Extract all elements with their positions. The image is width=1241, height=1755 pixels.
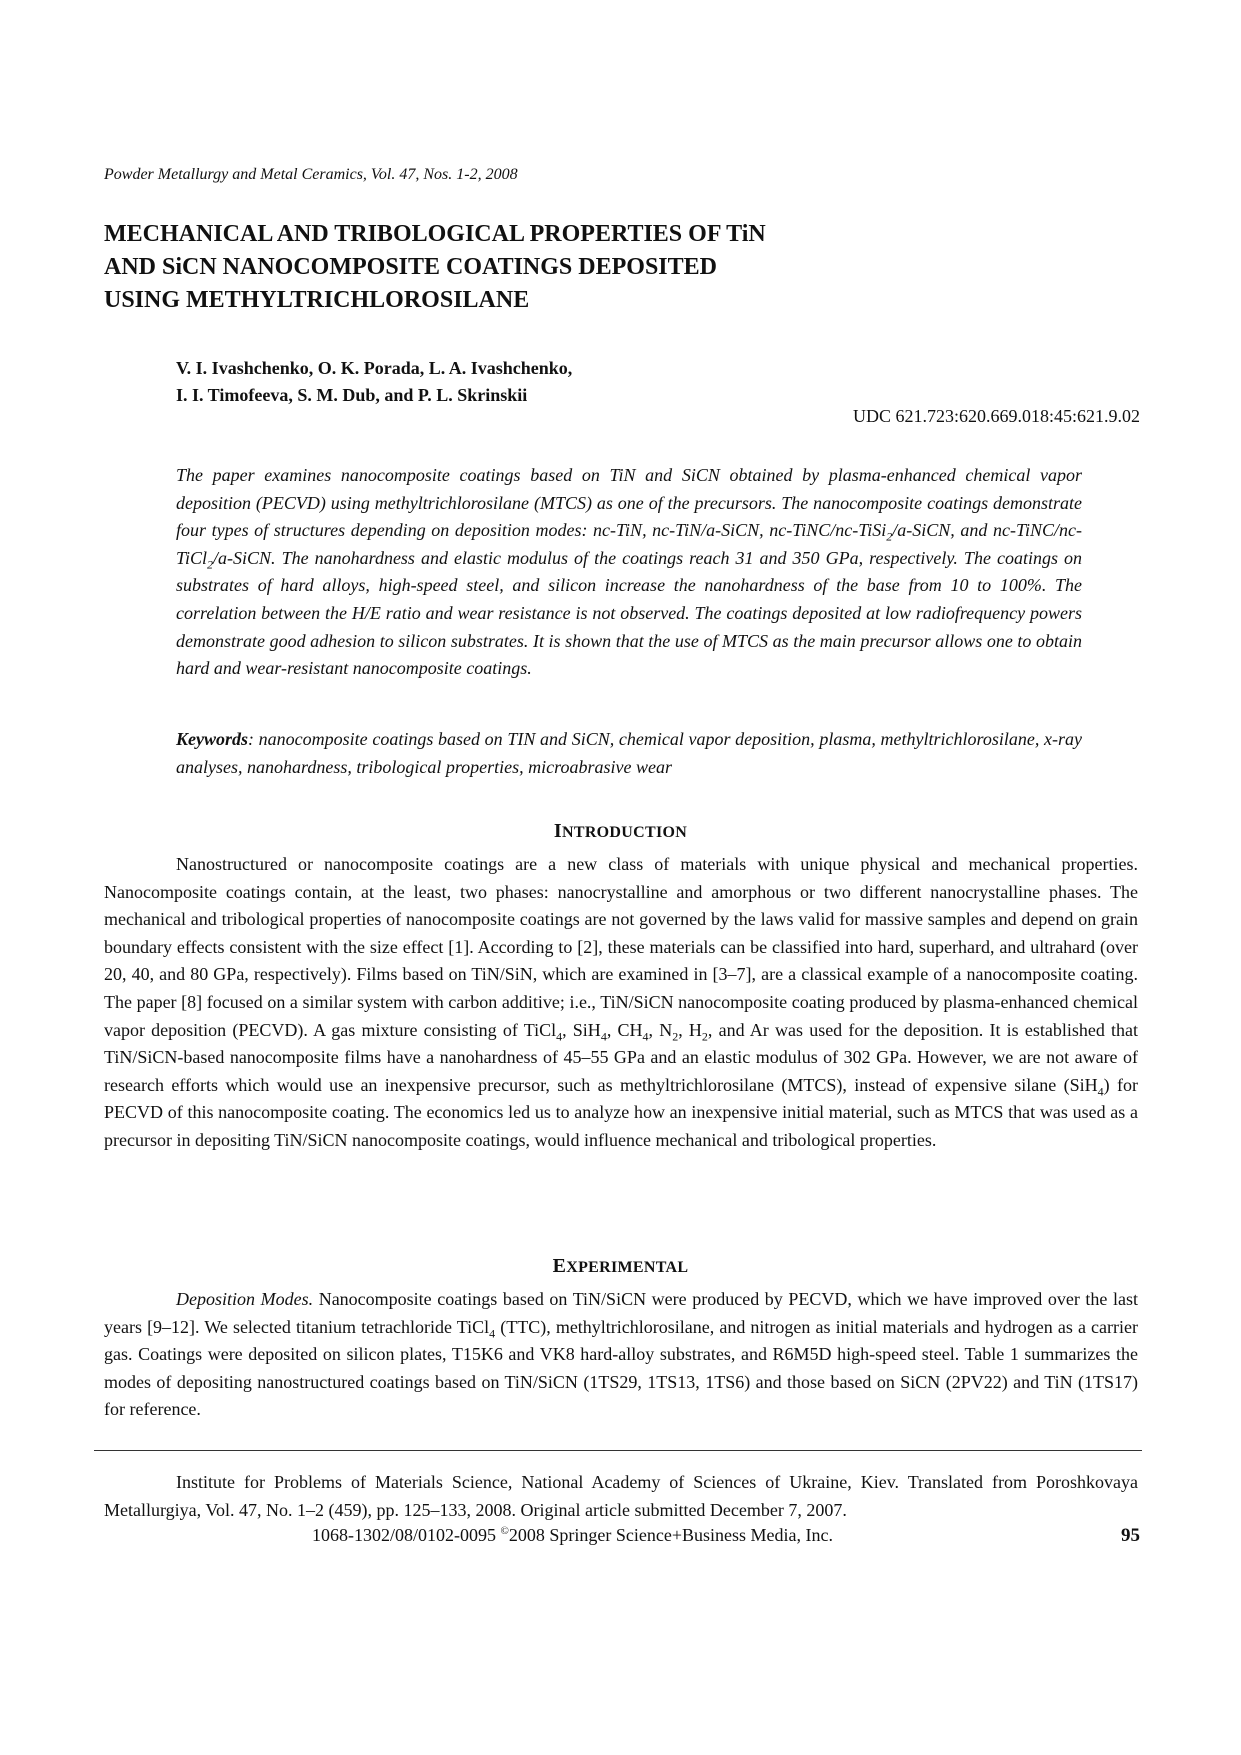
authors-line-1: V. I. Ivashchenko, O. K. Porada, L. A. Ivashchenko, bbox=[176, 358, 573, 378]
section-heading-experimental bbox=[0, 1255, 1241, 1278]
intro-text: ) for PECVD of this nanocomposite coating. The economics led us to analyze how an inexpensive initial material, such as MTCS that was used as a precursor in depositing TiN/SiCN nanocomposite coatings, would influence mechanical and tribological properties. bbox=[104, 1074, 1138, 1150]
title-line-2: AND SiCN NANOCOMPOSITE COATINGS DEPOSITED bbox=[104, 254, 717, 280]
subscript: 4 bbox=[556, 1029, 563, 1044]
copyright-symbol: © bbox=[500, 1525, 509, 1537]
intro-text: Nanostructured or nanocomposite coatings are a new class of materials with unique physical and mechanical properties. Nanocomposite coatings contain, at the least, two phases: nanocrystalline and amorphous or two different nanocrystalline phases. The mechanical and tribological properties of nanocomposite coatings are not governed by the laws valid for massive samples and depend on grain boundary effects consistent with the size effect [1]. According to [2], these materials can be classified into hard, superhard, and ultrahard (over 20, 40, and 80 GPa, respectively). Films based on TiN/SiN, which are examined in [3–7], are a classical example of a nanocomposite coating. The paper [8] focused on a similar system with carbon additive; i.e., TiN/SiCN nanocomposite coating produced by plasma-enhanced chemical vapor deposition (PECVD). A gas mixture consisting of TiCl bbox=[104, 854, 1138, 1040]
keywords bbox=[176, 726, 1082, 781]
title-line-3: USING METHYLTRICHLOROSILANE bbox=[104, 287, 530, 313]
subscript: 2 bbox=[886, 529, 893, 544]
issn-code: 1068-1302/08/0102-0095 bbox=[312, 1525, 501, 1545]
heading-initial: I bbox=[553, 820, 562, 842]
heading-initial: E bbox=[552, 1255, 567, 1277]
introduction-body bbox=[104, 851, 1138, 1155]
abstract-text: /a-SiCN, and nc-TiNC/nc-TiCl bbox=[176, 520, 1082, 568]
abstract-text: The paper examines nanocomposite coatings based on TiN and SiCN obtained by plasma-enhanced chemical vapor deposition (PECVD) using methyltrichlorosilane (MTCS) as one of the precursors. The nanocomposite coatings demonstrate four types of structures depending on deposition modes: nc-TiN, nc-TiN/a-SiCN, nc-TiNC/nc-TiSi bbox=[176, 465, 1082, 541]
affiliation-footnote bbox=[104, 1468, 1138, 1524]
subscript: 4 bbox=[642, 1029, 649, 1044]
author-list bbox=[176, 355, 572, 409]
experimental-text: (TTC), methyltrichlorosilane, and nitrogen as initial materials and hydrogen as a carrier gas. Coatings were deposited on silicon plates, T15K6 and VK8 hard-alloy substrates, and R6M5D high-speed steel. Table 1 summarizes the modes of depositing nanostructured coatings based on TiN/SiCN (1TS29, 1TS13, 1TS6) and those based on SiCN (2PV22) and TiN (1TS17) for reference. bbox=[104, 1316, 1138, 1420]
authors-line-2: I. I. Timofeeva, S. M. Dub, and P. L. Skrinskii bbox=[176, 385, 528, 405]
udc-code: UDC 621.723:620.669.018:45:621.9.02 bbox=[852, 406, 1140, 426]
page-number: 95 bbox=[1121, 1525, 1140, 1546]
intro-text: , CH bbox=[606, 1019, 643, 1040]
subscript: 4 bbox=[1097, 1084, 1104, 1099]
subsection-lead: Deposition Modes. bbox=[176, 1289, 314, 1309]
experimental-text: Nanocomposite coatings based on TiN/SiCN were produced by PECVD, which we have improved over the last years [9–12]. We selected titanium tetrachloride TiCl bbox=[104, 1289, 1139, 1337]
journal-citation: Powder Metallurgy and Metal Ceramics, Vol. 47, Nos. 1-2, 2008 bbox=[104, 166, 518, 183]
subscript: 2 bbox=[701, 1029, 708, 1044]
section-heading-introduction bbox=[0, 820, 1241, 843]
subscript: 2 bbox=[672, 1029, 679, 1044]
heading-rest: XPERIMENTAL bbox=[566, 1259, 689, 1276]
keywords-text: : nanocomposite coatings based on TIN and SiCN, chemical vapor deposition, plasma, methyltrichlorosilane, x-ray analyses, nanohardness, tribological properties, microabrasive wear bbox=[176, 729, 1082, 777]
experimental-body bbox=[104, 1286, 1138, 1424]
intro-text: , N bbox=[648, 1019, 673, 1040]
subscript: 4 bbox=[600, 1029, 607, 1044]
footnote-divider bbox=[94, 1450, 1142, 1451]
intro-text: , and Ar was used for the deposition. It is established that TiN/SiCN-based nanocomposite films have a nanohardness of 45–55 GPa and an elastic modulus of 302 GPa. However, we are not aware of research efforts which would use an inexpensive precursor, such as methyltrichlorosilane (MTCS), instead of expensive silane (SiH bbox=[104, 1019, 1139, 1095]
intro-text: , H bbox=[678, 1019, 702, 1040]
keywords-label: Keywords bbox=[176, 729, 248, 749]
footnote-text: Institute for Problems of Materials Science, National Academy of Sciences of Ukraine, Kiev. Translated from Poroshkovaya Metallurgiya, Vol. 47, No. 1–2 (459), pp. 125–133, 2008. Original article submitted December 7, 2007. bbox=[104, 1472, 1138, 1520]
publisher-line bbox=[312, 1525, 833, 1546]
publisher-name: 2008 Springer Science+Business Media, Inc. bbox=[508, 1525, 833, 1545]
abstract-text: /a-SiCN. The nanohardness and elastic modulus of the coatings reach 31 and 350 GPa, respectively. The coatings on substrates of hard alloys, high-speed steel, and silicon increase the nanohardness of the base from 10 to 100%. The correlation between the H/E ratio and wear resistance is not observed. The coatings deposited at low radiofrequency powers demonstrate good adhesion to silicon substrates. It is shown that the use of MTCS as the main precursor allows one to obtain hard and wear-resistant nanocomposite coatings. bbox=[176, 547, 1082, 679]
subscript: 2 bbox=[207, 557, 214, 572]
heading-rest: NTRODUCTION bbox=[562, 824, 688, 841]
abstract bbox=[176, 462, 1082, 683]
title-line-1: MECHANICAL AND TRIBOLOGICAL PROPERTIES OF TiN bbox=[104, 221, 766, 247]
intro-text: , SiH bbox=[562, 1019, 601, 1040]
paper-title bbox=[104, 218, 1004, 317]
subscript: 4 bbox=[489, 1326, 496, 1341]
